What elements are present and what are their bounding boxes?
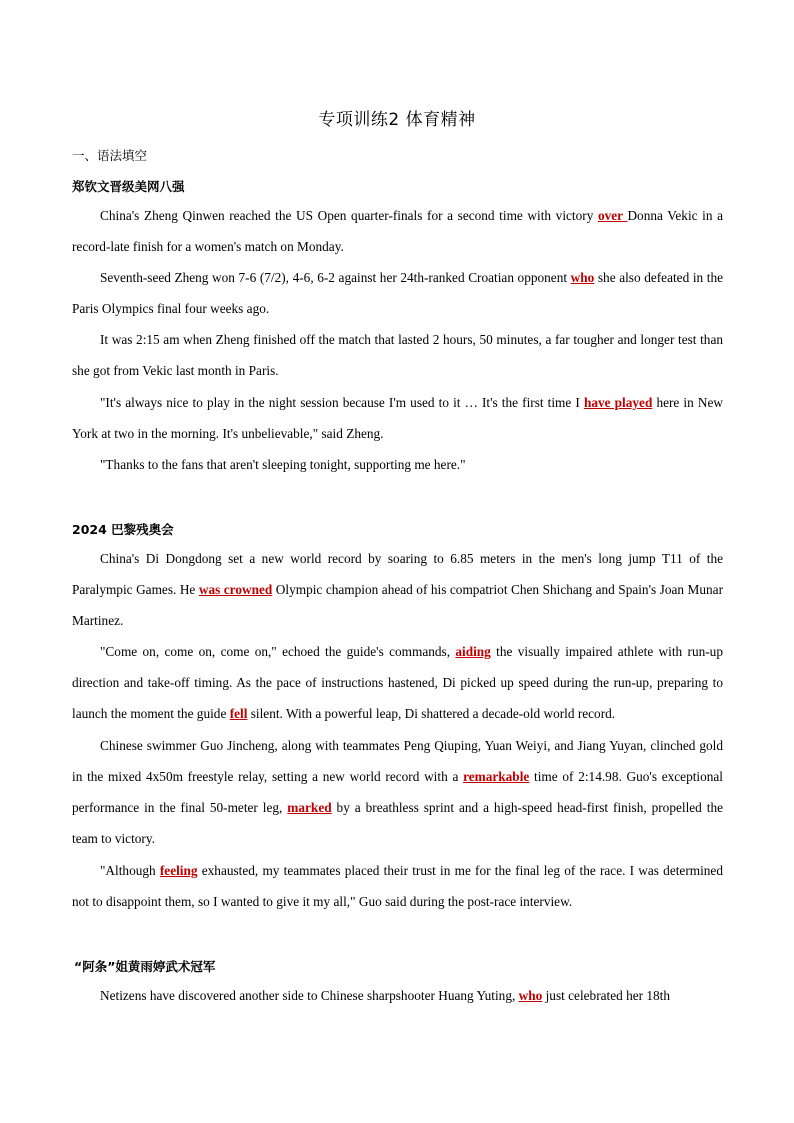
text-run: time of 2:14.98. Guo's exceptional performance in the final 50-meter leg, bbox=[72, 769, 724, 815]
text-run: Olympic champion ahead of his compatriot Chen Shichang and Spain's Joan Munar Martinez. bbox=[72, 582, 723, 628]
text-run: China's Di Dongdong set a new world record by soaring to 6.85 meters in the men's long jump T11 of the Paralympic Games. He bbox=[72, 551, 723, 597]
answer-blank: fell bbox=[229, 706, 248, 721]
text-run: the visually impaired athlete with run-up direction and take-off timing. As the pace of instructions hastened, Di picked up speed during the run-up, preparing to launch the moment the guide bbox=[72, 644, 723, 721]
text-run: Donna Vekic in a record-late finish for a women's match on Monday. bbox=[72, 208, 724, 254]
answer-blank: have played bbox=[583, 395, 653, 410]
text-run: Seventh-seed Zheng won 7-6 (7/2), 4-6, 6-2 against her 24th-ranked Croatian opponent bbox=[100, 270, 571, 285]
text-run: exhausted, my teammates placed their trust in me for the final leg of the race. I was determined not to disappoint them, so I wanted to give it my all," Guo said during the post-race interview. bbox=[72, 863, 723, 909]
section-heading: 一、语法填空 bbox=[72, 148, 148, 163]
passage3-heading: “阿条”姐黄雨婷武术冠军 bbox=[74, 959, 216, 974]
text-run: "It's always nice to play in the night session because I'm used to it … It's the first time I bbox=[100, 395, 584, 410]
passage2-paragraph-3 bbox=[72, 730, 723, 854]
text-run: just celebrated her 18th bbox=[542, 988, 671, 1003]
text-run: by a breathless sprint and a high-speed head-first finish, propelled the team to victory. bbox=[72, 800, 723, 846]
text-run: Chinese swimmer Guo Jincheng, along with teammates Peng Qiuping, Yuan Weiyi, and Jiang Yuyan, clinched gold in the mixed 4x50m freestyle relay, setting a new world record with a bbox=[72, 738, 723, 784]
text-run: she also defeated in the Paris Olympics final four weeks ago. bbox=[72, 270, 723, 316]
text-run: silent. With a powerful leap, Di shattered a decade-old world record. bbox=[247, 706, 616, 721]
text-run: Netizens have discovered another side to Chinese sharpshooter Huang Yuting, bbox=[100, 988, 519, 1003]
answer-blank: remarkable bbox=[463, 769, 530, 784]
passage3-paragraph-1 bbox=[72, 980, 723, 1011]
passage2-heading: 2024 巴黎残奥会 bbox=[72, 522, 174, 537]
passage2-paragraph-2 bbox=[72, 636, 723, 729]
passage1-heading: 郑钦文晋级美网八强 bbox=[72, 179, 185, 194]
answer-blank: who bbox=[518, 988, 543, 1003]
passage2-paragraph-4 bbox=[72, 855, 723, 917]
page-title: 专项训练2 体育精神 bbox=[318, 110, 476, 130]
passage1-paragraph-2 bbox=[72, 262, 723, 324]
answer-blank: feeling bbox=[159, 863, 198, 878]
answer-blank: who bbox=[570, 270, 595, 285]
text-run: here in New York at two in the morning. It's unbelievable," said Zheng. bbox=[72, 395, 723, 441]
passage2-paragraph-1 bbox=[72, 543, 723, 636]
text-run: "Come on, come on, come on," echoed the guide's commands, bbox=[100, 644, 456, 659]
passage1-paragraph-4 bbox=[72, 387, 723, 449]
text-run: "Thanks to the fans that aren't sleeping tonight, supporting me here." bbox=[100, 457, 466, 472]
answer-blank: was crowned bbox=[198, 582, 273, 597]
text-run: It was 2:15 am when Zheng finished off the match that lasted 2 hours, 50 minutes, a far tougher and longer test than she got from Vekic last month in Paris. bbox=[72, 332, 723, 378]
text-run: China's Zheng Qinwen reached the US Open quarter-finals for a second time with victory bbox=[100, 208, 598, 223]
passage1-paragraph-1 bbox=[72, 200, 723, 262]
answer-blank: over bbox=[597, 208, 628, 223]
passage1-paragraph-5 bbox=[72, 449, 723, 480]
passage1-paragraph-3 bbox=[72, 324, 723, 386]
answer-blank: marked bbox=[287, 800, 332, 815]
answer-blank: aiding bbox=[455, 644, 491, 659]
text-run: "Although bbox=[100, 863, 160, 878]
